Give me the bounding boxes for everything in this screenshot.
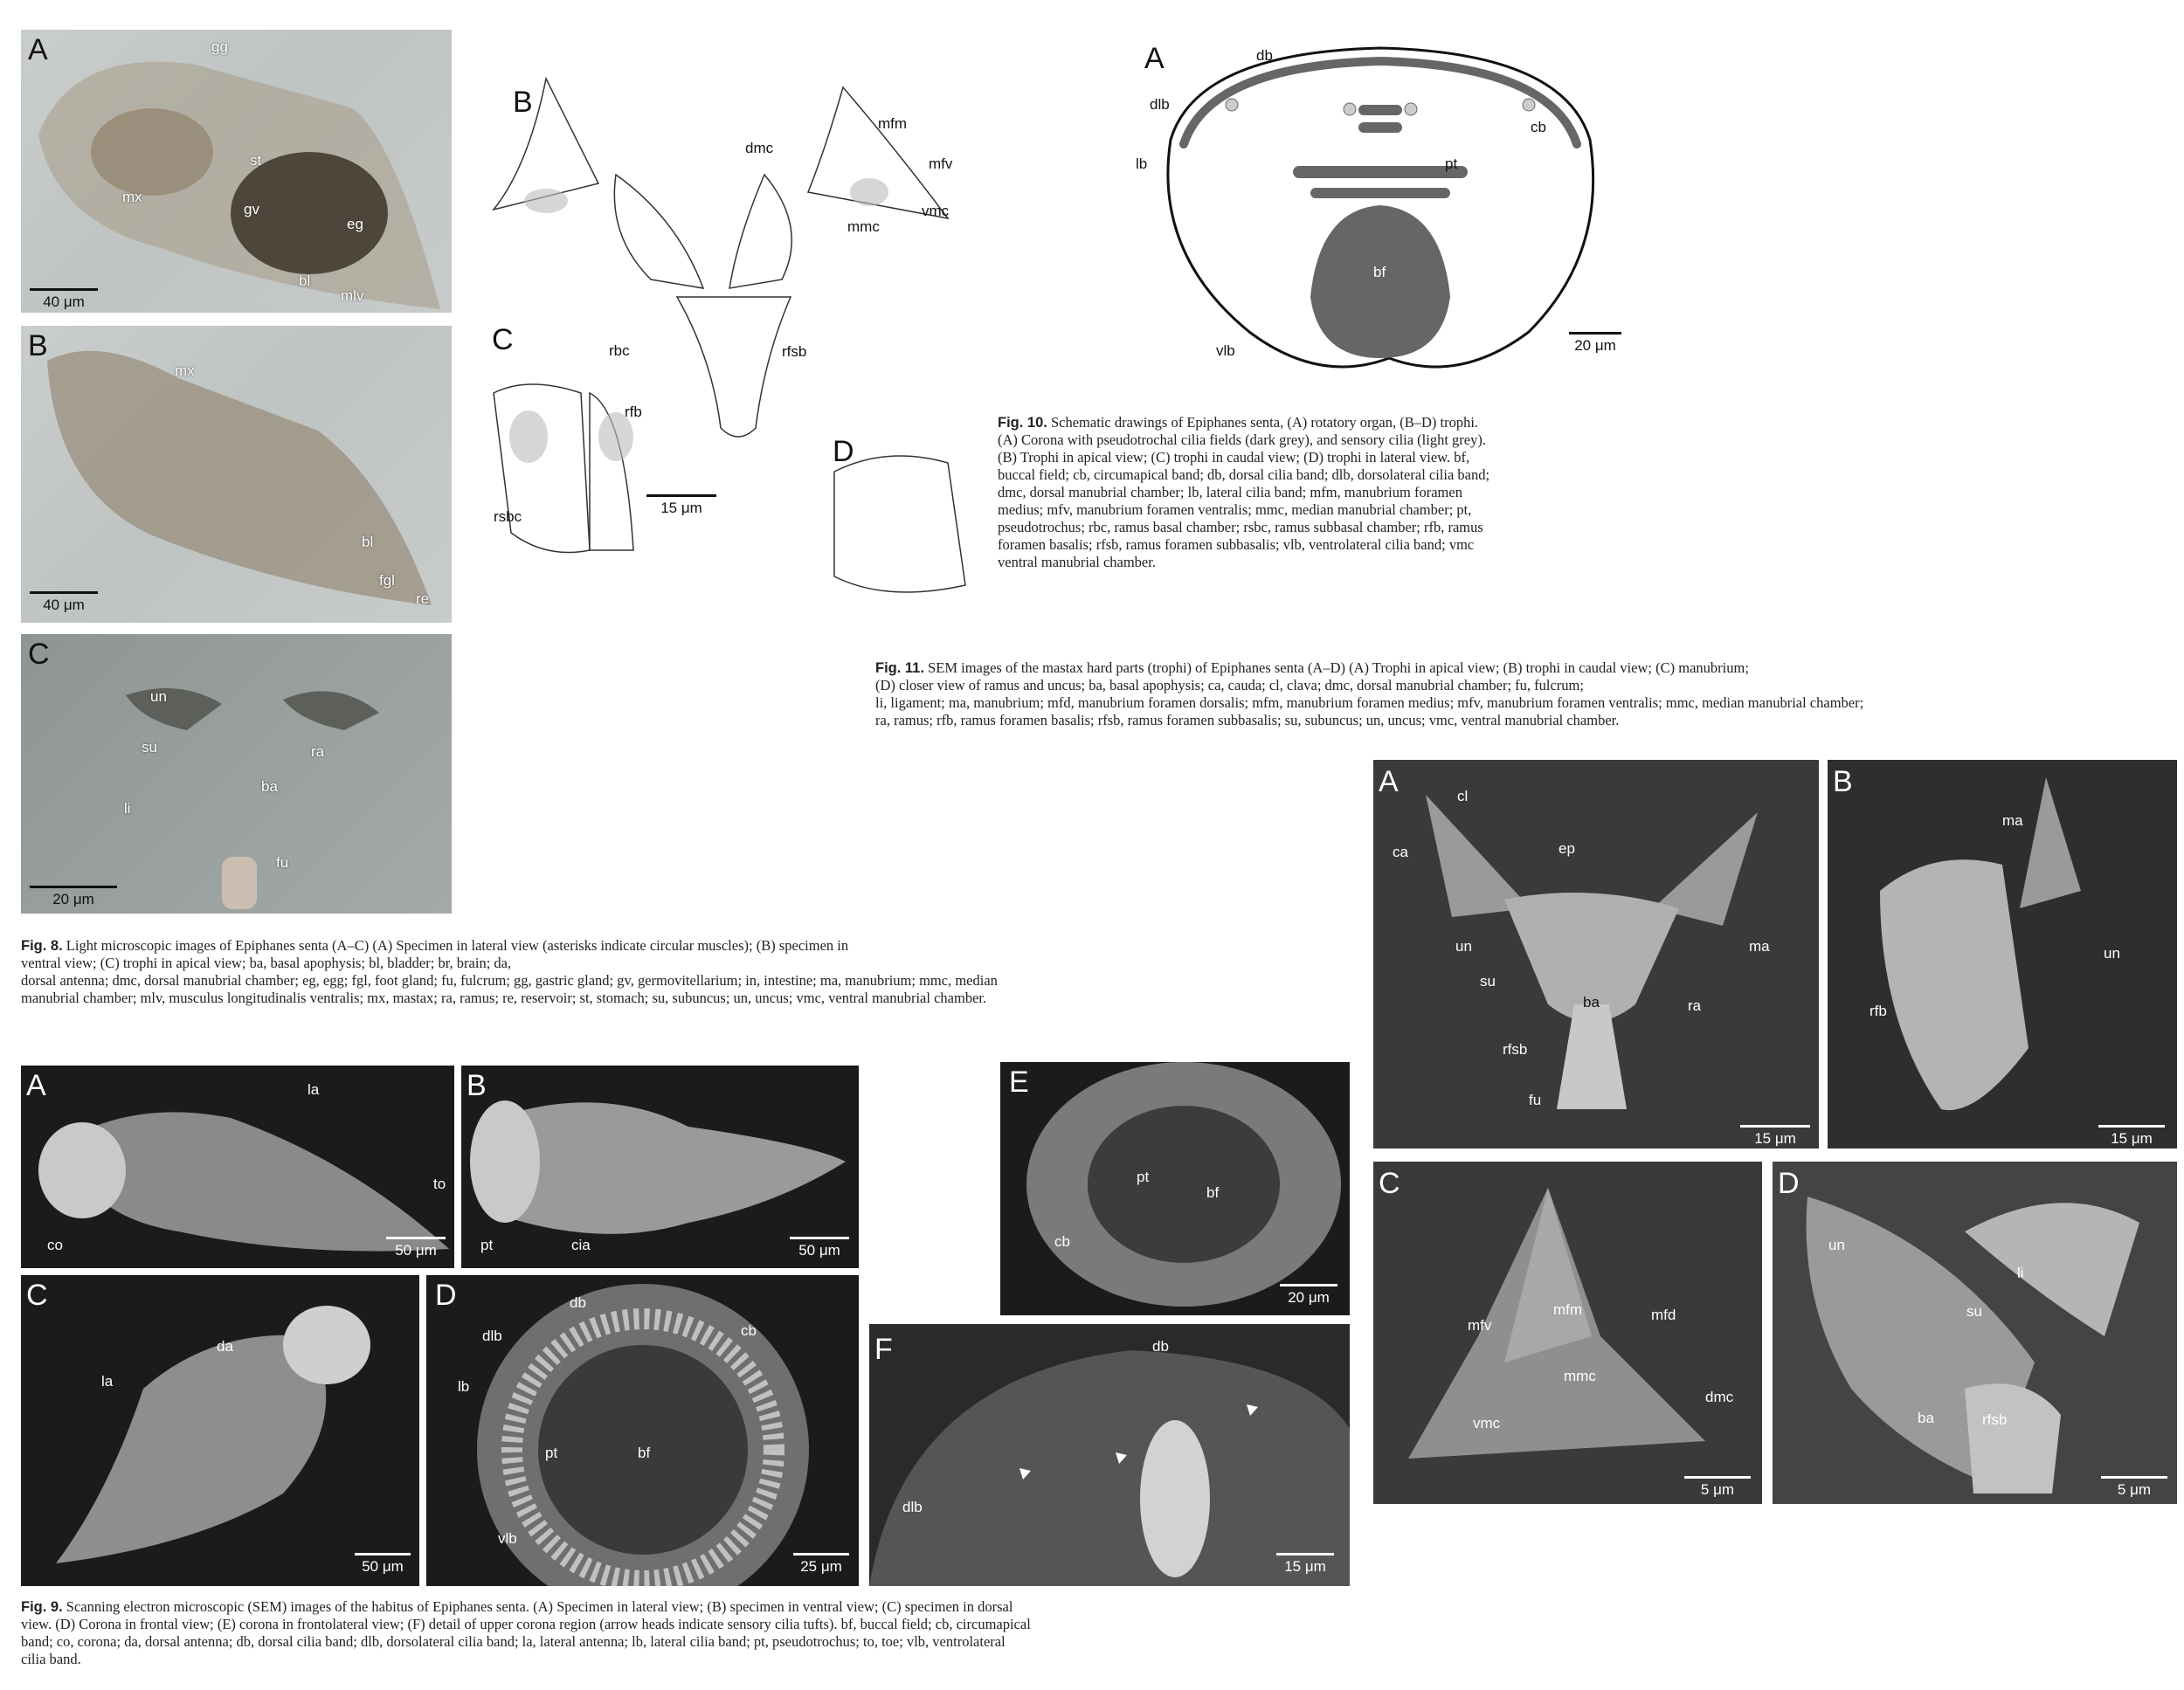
fig9-panel-d <box>426 1275 859 1586</box>
label-mlv: mlv <box>341 287 364 304</box>
label-ma: ma <box>1749 938 1770 955</box>
trophi-line-drawing <box>476 61 992 620</box>
label-pt: pt <box>1137 1169 1150 1185</box>
label-ra: ra <box>311 743 325 760</box>
label-pt: pt <box>1445 155 1458 172</box>
label-db: db <box>1152 1338 1169 1355</box>
label-li: li <box>124 800 131 817</box>
label-pt: pt <box>545 1445 558 1461</box>
label-rfb: rfb <box>1870 1003 1887 1019</box>
panel-letter: F <box>874 1333 893 1366</box>
fig11-panel-c <box>1373 1162 1762 1504</box>
label-rsbc: rsbc <box>494 508 522 525</box>
label-mmc: mmc <box>1564 1368 1596 1384</box>
label-to: to <box>433 1176 446 1192</box>
label-rfsb: rfsb <box>1982 1411 2008 1428</box>
scale-bar: 40 μm <box>30 288 98 311</box>
caption-line: manubrial chamber; mlv, musculus longitudinalis ventralis; mx, mastax; ra, ramus; re, reservoir; st, stomach; su, subuncus; un, uncus; vmc, ventral manubrial chamber. <box>21 990 987 1006</box>
label-un: un <box>1828 1237 1845 1253</box>
fig10-caption <box>998 414 1627 571</box>
label-db: db <box>1256 47 1273 64</box>
label-dlb: dlb <box>902 1499 923 1515</box>
label-fgl: fgl <box>379 572 395 589</box>
label-re: re <box>416 590 430 607</box>
fig9-panel-b <box>461 1066 859 1268</box>
label-fu: fu <box>1529 1092 1542 1108</box>
caption-line: dorsal antenna; dmc, dorsal manubrial chamber; eg, egg; fgl, foot gland; fu, fulcrum; gg, gastric gland; gv, germovitellarium; in, intestine; ma, manubrium; mmc, median <box>21 972 998 989</box>
panel-letter: E <box>1009 1066 1029 1099</box>
scale-bar: 20 μm <box>30 886 117 908</box>
label-cb: cb <box>1531 119 1546 135</box>
label-co: co <box>47 1237 63 1253</box>
label-mfv: mfv <box>929 155 953 172</box>
label-pt: pt <box>480 1237 494 1253</box>
trophi-apical-illustration <box>21 634 452 914</box>
fig11-panel-d <box>1773 1162 2177 1504</box>
label-la: la <box>101 1373 114 1390</box>
label-bf: bf <box>638 1445 651 1461</box>
panel-letter: D <box>1778 1167 1800 1200</box>
caption-line: ventral view; (C) trophi in apical view; ba, basal apophysis; bl, bladder; br, brain; da, <box>21 955 512 971</box>
caption-line: pseudotrochus; rbc, ramus basal chamber; rsbc, ramus subbasal chamber; rfb, ramus <box>998 519 1483 535</box>
scale-bar: 50 μm <box>355 1553 411 1576</box>
label-un: un <box>150 688 167 705</box>
label-dmc: dmc <box>745 140 774 156</box>
label-lb: lb <box>1136 155 1148 172</box>
caption-line: Light microscopic images of Epiphanes senta (A–C) (A) Specimen in lateral view (asterisks indicate circular muscles); (B) specimen in <box>66 937 849 954</box>
panel-letter: D <box>833 435 854 468</box>
label-rfsb: rfsb <box>782 343 807 360</box>
label-un: un <box>1455 938 1472 955</box>
panel-letter: A <box>26 1069 46 1102</box>
label-su: su <box>142 739 157 755</box>
caption-title: Fig. 9. <box>21 1599 63 1615</box>
corona-frontolateral-sem <box>1000 1062 1350 1315</box>
label-mx: mx <box>175 362 195 379</box>
label-vmc: vmc <box>1473 1415 1501 1431</box>
fig11-caption <box>875 659 2177 729</box>
caption-line: (A) Corona with pseudotrochal cilia fields (dark grey), and sensory cilia (light grey). <box>998 431 1486 448</box>
fig11-panel-b <box>1828 760 2177 1149</box>
caption-line: SEM images of the mastax hard parts (trophi) of Epiphanes senta (A–D) (A) Trophi in apical view; (B) trophi in caudal view; (C) manubrium; <box>928 659 1749 676</box>
scale-bar: 40 μm <box>30 591 98 614</box>
label-rbc: rbc <box>609 342 630 359</box>
scale-bar: 5 μm <box>1684 1476 1751 1499</box>
label-rfb: rfb <box>625 404 642 420</box>
upper-corona-sem <box>869 1324 1350 1586</box>
label-rfsb: rfsb <box>1503 1041 1528 1058</box>
panel-letter: D <box>435 1279 457 1312</box>
label-st: st <box>250 152 262 169</box>
label-ra: ra <box>1688 997 1702 1014</box>
fig8-panel-c <box>21 634 452 914</box>
label-bf: bf <box>1206 1184 1220 1201</box>
panel-letter: B <box>1833 765 1853 798</box>
fig9-panel-a <box>21 1066 454 1268</box>
fig8-panel-a <box>21 30 452 313</box>
label-bl: bl <box>362 534 374 550</box>
label-mfd: mfd <box>1651 1307 1676 1323</box>
label-mfm: mfm <box>878 115 908 132</box>
caption-line: ventral manubrial chamber. <box>998 554 1156 570</box>
caption-line: medius; mfv, manubrium foramen ventralis; mmc, median manubrial chamber; pt, <box>998 501 1472 518</box>
caption-line: ra, ramus; rfb, ramus foramen basalis; rfsb, ramus foramen subbasalis; su, subuncus; un, uncus; vmc, ventral manubrial chamber. <box>875 712 1620 728</box>
manubrium-sem <box>1373 1162 1762 1504</box>
label-dlb: dlb <box>1150 96 1170 113</box>
panel-letter: B <box>513 86 533 119</box>
label-vlb: vlb <box>498 1530 517 1547</box>
label-cl: cl <box>1457 788 1469 804</box>
label-fu: fu <box>276 854 289 871</box>
caption-line: band; co, corona; da, dorsal antenna; db, dorsal cilia band; dlb, dorsolateral cilia band; la, lateral antenna; lb, lateral cilia band; pt, pseudotrochus; to, toe; vlb, ventrolateral <box>21 1633 1006 1650</box>
ramus-uncus-sem <box>1773 1162 2177 1504</box>
label-vlb: vlb <box>1216 342 1235 359</box>
scale-bar: 50 μm <box>386 1237 446 1259</box>
fig11-panel-a <box>1373 760 1819 1149</box>
label-vmc: vmc <box>922 203 950 219</box>
label-bl: bl <box>299 272 311 289</box>
label-gg: gg <box>211 38 228 55</box>
panel-letter: B <box>467 1069 487 1102</box>
caption-line: dmc, dorsal manubrial chamber; lb, lateral cilia band; mfm, manubrium foramen <box>998 484 1462 500</box>
caption-line: cilia band. <box>21 1651 81 1667</box>
fig9-caption <box>21 1598 1331 1668</box>
fig9-panel-e <box>1000 1062 1350 1315</box>
panel-letter: C <box>28 638 50 671</box>
label-ma: ma <box>2002 812 2023 829</box>
label-eg: eg <box>347 216 363 232</box>
label-la: la <box>308 1081 320 1098</box>
caption-line: (D) closer view of ramus and uncus; ba, basal apophysis; ca, cauda; cl, clava; dmc, dorsal manubrial chamber; fu, fulcrum; <box>875 677 1584 693</box>
label-cb: cb <box>1054 1233 1070 1250</box>
corona-schematic <box>1136 35 1634 402</box>
caption-line: Schematic drawings of Epiphanes senta, (A) rotatory organ, (B–D) trophi. <box>1050 414 1479 431</box>
label-ba: ba <box>261 778 278 795</box>
corona-frontal-sem <box>426 1275 859 1586</box>
label-ba: ba <box>1918 1410 1934 1426</box>
label-su: su <box>1480 973 1496 990</box>
label-mmc: mmc <box>847 218 880 235</box>
label-cb: cb <box>741 1322 757 1339</box>
caption-line: (B) Trophi in apical view; (C) trophi in caudal view; (D) trophi in lateral view. bf, <box>998 449 1470 466</box>
fig10-panel-a <box>1136 35 1634 402</box>
label-db: db <box>570 1294 586 1311</box>
scale-bar: 20 μm <box>1569 332 1621 355</box>
label-mfv: mfv <box>1468 1317 1492 1334</box>
scale-bar: 20 μm <box>1280 1284 1337 1307</box>
label-da: da <box>217 1338 233 1355</box>
label-dlb: dlb <box>482 1328 502 1344</box>
scale-bar: 15 μm <box>1276 1553 1334 1576</box>
scale-bar: 25 μm <box>793 1553 849 1576</box>
caption-line: foramen basalis; rfsb, ramus foramen subbasalis; vlb, ventrolateral cilia band; vmc <box>998 536 1475 553</box>
fig9-panel-f <box>869 1324 1350 1586</box>
specimen-dorsal-sem <box>21 1275 419 1586</box>
panel-letter: A <box>1379 765 1399 798</box>
scale-bar: 5 μm <box>2101 1476 2167 1499</box>
label-dmc: dmc <box>1705 1389 1734 1405</box>
label-ep: ep <box>1559 840 1575 857</box>
panel-letter: A <box>28 33 48 66</box>
scale-bar: 50 μm <box>790 1237 849 1259</box>
fig8-caption <box>21 937 1323 1007</box>
label-mfm: mfm <box>1553 1301 1583 1318</box>
caption-line: Scanning electron microscopic (SEM) images of the habitus of Epiphanes senta. (A) Specimen in lateral view; (B) specimen in ventral view; (C) specimen in dorsal <box>66 1598 1013 1615</box>
scale-bar: 15 μm <box>1740 1125 1810 1148</box>
scale-bar: 15 μm <box>2098 1125 2165 1148</box>
scale-bar: 15 μm <box>646 494 716 517</box>
fig8-panel-b <box>21 326 452 623</box>
label-cia: cia <box>571 1237 591 1253</box>
label-bf: bf <box>1373 264 1386 280</box>
caption-line: li, ligament; ma, manubrium; mfd, manubrium foramen dorsalis; mfm, manubrium foramen medius; mfv, manubrium foramen ventralis; mmc, median manubrial chamber; <box>875 694 1864 711</box>
panel-letter: C <box>492 323 514 356</box>
label-li: li <box>2017 1265 2024 1281</box>
label-un: un <box>2104 945 2120 962</box>
label-ba: ba <box>1583 994 1600 1011</box>
specimen-lateral-illustration <box>21 30 452 313</box>
label-gv: gv <box>244 201 259 217</box>
panel-letter: A <box>1144 42 1165 75</box>
caption-title: Fig. 8. <box>21 938 63 954</box>
label-ca: ca <box>1393 844 1408 860</box>
caption-title: Fig. 10. <box>998 415 1047 431</box>
panel-letter: C <box>26 1279 48 1312</box>
label-mx: mx <box>122 189 142 205</box>
panel-letter: C <box>1379 1167 1400 1200</box>
caption-line: buccal field; cb, circumapical band; db, dorsal cilia band; dlb, dorsolateral cilia band; <box>998 466 1490 483</box>
label-lb: lb <box>458 1378 470 1395</box>
caption-title: Fig. 11. <box>875 660 924 676</box>
caption-line: view. (D) Corona in frontal view; (E) corona in frontolateral view; (F) detail of upper corona region (arrow heads indicate sensory cilia tufts). bf, buccal field; cb, circumapical <box>21 1616 1031 1632</box>
panel-letter: B <box>28 329 48 362</box>
trophi-drawing <box>476 61 992 620</box>
fig9-panel-c <box>21 1275 419 1586</box>
label-su: su <box>1966 1303 1982 1320</box>
